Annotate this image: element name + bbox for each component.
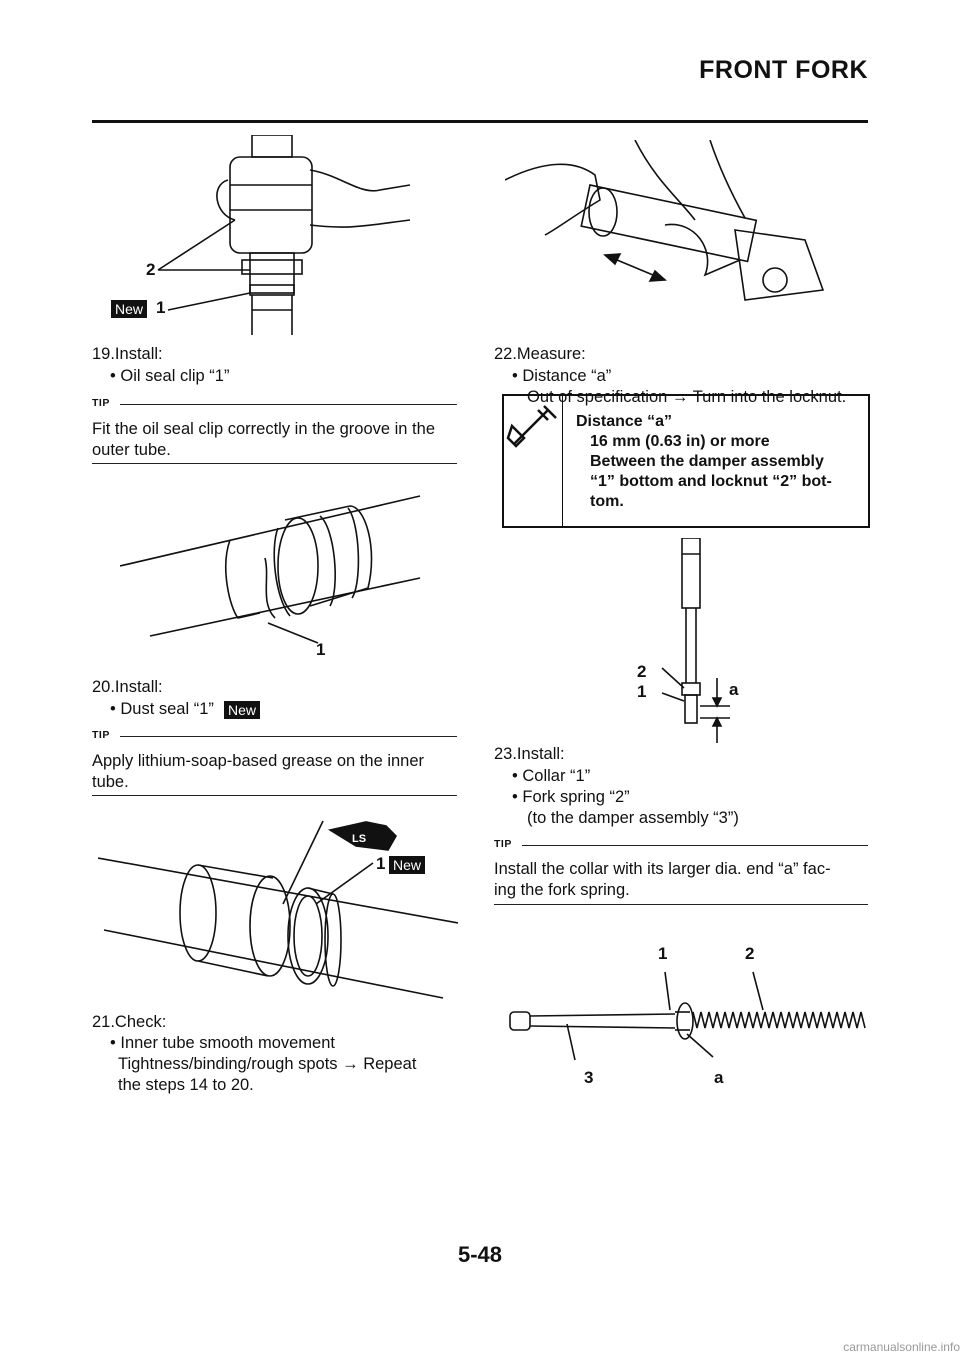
step22-item: • Distance “a” — [512, 367, 612, 385]
step19-head: 19.Install: — [92, 345, 163, 363]
new-badge: New — [224, 701, 260, 719]
new-badge: New — [389, 856, 425, 874]
fork-spring-figure — [505, 962, 875, 1072]
step20-tip-text-1: Apply lithium-soap-based grease on the inner — [92, 752, 425, 770]
tip-rule — [120, 404, 457, 405]
damper-distance-figure — [640, 538, 780, 743]
step19-tip-text-2: outer tube. — [92, 441, 171, 459]
step21-line3: the steps 14 to 20. — [118, 1076, 254, 1094]
ls-mark: LS — [352, 833, 367, 845]
step23-item1: • Collar “1” — [512, 767, 591, 785]
fig3-label-1: 1 — [376, 854, 386, 873]
step20-head: 20.Install: — [92, 678, 163, 696]
tip-label: TIP — [92, 729, 110, 741]
step21-line2: Tightness/binding/rough spots → Repeat — [118, 1055, 417, 1073]
step23-item2b: (to the damper assembly “3”) — [527, 809, 739, 827]
fig6-label-2: 2 — [745, 944, 755, 963]
spec-box — [502, 394, 870, 528]
step19-tip-text-1: Fit the oil seal clip correctly in the groove in the — [92, 420, 435, 438]
tip-label: TIP — [92, 397, 110, 409]
step23-head: 23.Install: — [494, 745, 565, 763]
step20-tip-text-2: tube. — [92, 773, 129, 791]
tip-end-rule — [494, 904, 868, 905]
dust-seal-figure — [98, 818, 458, 1008]
page-number: 5-48 — [457, 1242, 503, 1267]
step23-item2: • Fork spring “2” — [512, 788, 630, 806]
page-title: FRONT FORK — [699, 56, 868, 84]
step23-tip-text-1: Install the collar with its larger dia. end “a” fac- — [494, 860, 831, 878]
fork-movement-figure — [505, 140, 835, 320]
oil-seal-clip-figure — [110, 135, 410, 335]
spec-line-2: 16 mm (0.63 in) or more — [590, 433, 770, 450]
fig5-label-a: a — [729, 680, 739, 699]
spec-line-1: Distance “a” — [576, 413, 673, 430]
caliper-icon — [504, 396, 563, 526]
spec-line-3: Between the damper assembly — [590, 453, 824, 470]
tip-label: TIP — [494, 838, 512, 850]
oil-seal-groove-figure — [120, 488, 440, 658]
fig6-label-3: 3 — [584, 1068, 594, 1087]
step20-item: • Dust seal “1” — [110, 700, 214, 718]
tip-rule — [522, 845, 868, 846]
footer-watermark: carmanualsonline.info — [843, 1340, 960, 1354]
tip-end-rule — [92, 795, 457, 796]
fig1-label-1: 1 — [156, 298, 166, 317]
step21-head: 21.Check: — [92, 1013, 167, 1031]
fig6-label-1: 1 — [658, 944, 668, 963]
step21-item: • Inner tube smooth movement — [110, 1034, 335, 1052]
tip-rule — [120, 736, 457, 737]
new-badge: New — [111, 300, 147, 318]
step19-item: • Oil seal clip “1” — [110, 367, 230, 385]
spec-line-4: “1” bottom and locknut “2” bot- — [590, 473, 832, 490]
fig5-label-1: 1 — [637, 682, 647, 701]
fig2-label-1: 1 — [316, 640, 326, 659]
fig6-label-a: a — [714, 1068, 724, 1087]
spec-text — [576, 412, 832, 512]
step23-tip-text-2: ing the fork spring. — [494, 881, 630, 899]
header-rule — [92, 120, 868, 123]
step22-head: 22.Measure: — [494, 345, 586, 363]
spec-line-5: tom. — [590, 493, 624, 510]
fig1-label-2: 2 — [146, 260, 156, 279]
tip-end-rule — [92, 463, 457, 464]
fig5-label-2: 2 — [637, 662, 647, 681]
step22-line2: Out of specification → Turn into the locknut. — [527, 388, 847, 406]
